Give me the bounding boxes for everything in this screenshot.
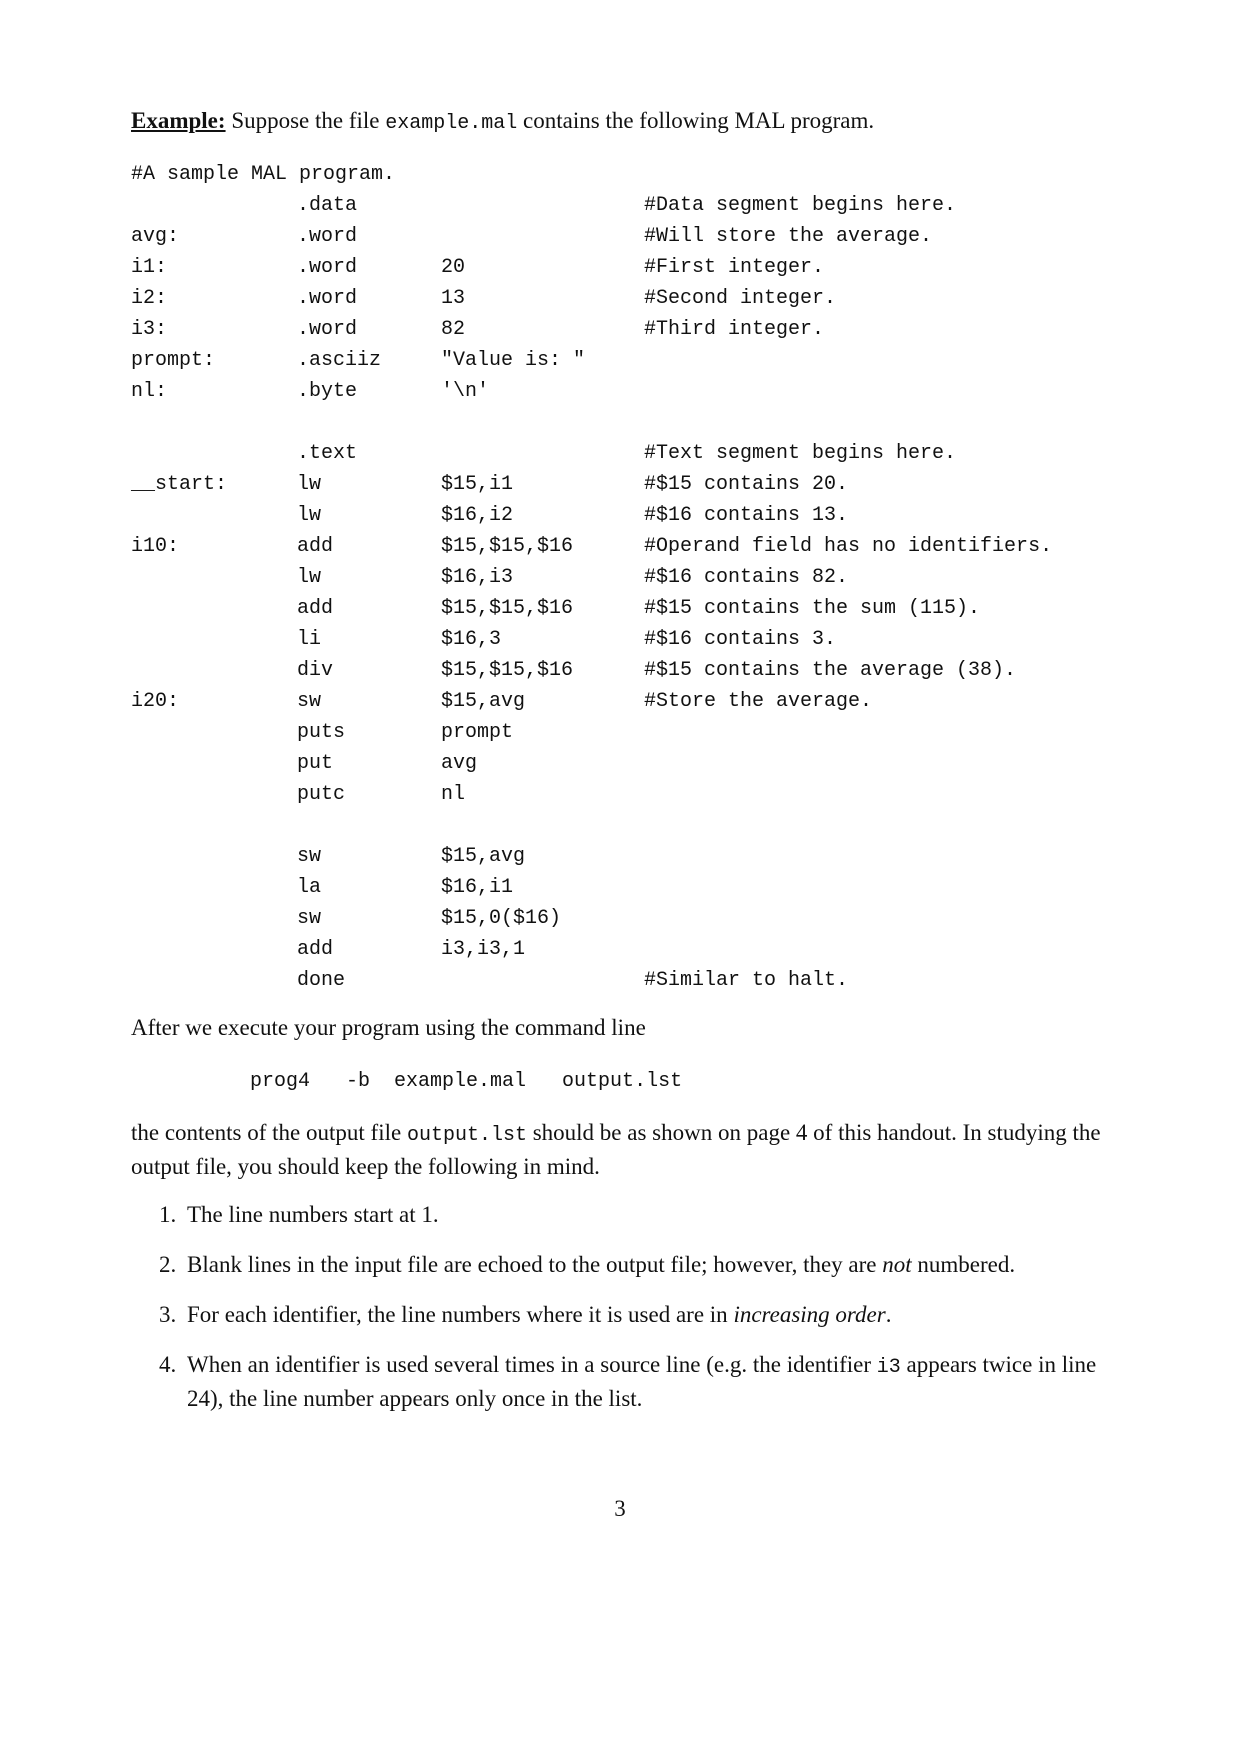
list-text-after: appears twice in line 24), the line number appears only once in the list. bbox=[187, 1352, 1097, 1411]
code-line bbox=[131, 500, 1111, 531]
code-operand: 20 bbox=[441, 256, 466, 279]
code-line bbox=[131, 686, 1111, 717]
code-listing bbox=[131, 160, 1111, 996]
code-op: .word bbox=[297, 256, 358, 279]
list-item bbox=[159, 1349, 1129, 1414]
code-line bbox=[131, 841, 1111, 872]
list-number: 3. bbox=[159, 1302, 177, 1327]
code-line bbox=[131, 655, 1111, 686]
code-line bbox=[131, 376, 1111, 407]
code-op: la bbox=[297, 876, 322, 899]
code-line bbox=[131, 438, 1111, 469]
code-label: __start: bbox=[131, 473, 228, 496]
code-rows bbox=[131, 190, 1111, 996]
code-line bbox=[131, 624, 1111, 655]
paragraph-command-intro: After we execute your program using the command line bbox=[131, 1015, 646, 1040]
code-op: put bbox=[297, 752, 334, 775]
list-item bbox=[159, 1299, 1129, 1330]
code-comment: #$16 contains 3. bbox=[644, 628, 837, 651]
paragraph-output-file bbox=[131, 1117, 1131, 1182]
list-code: i3 bbox=[876, 1356, 901, 1379]
code-op: sw bbox=[297, 690, 322, 713]
code-comment: #First integer. bbox=[644, 256, 825, 279]
list-number: 4. bbox=[159, 1352, 177, 1377]
code-operand: $15,i1 bbox=[441, 473, 514, 496]
code-operand: "Value is: " bbox=[441, 349, 586, 372]
code-line bbox=[131, 934, 1111, 965]
code-op: li bbox=[297, 628, 322, 651]
heading-text-after: contains the following MAL program. bbox=[517, 108, 875, 133]
list-text-after: numbered. bbox=[911, 1252, 1016, 1277]
code-op: .word bbox=[297, 287, 358, 310]
code-line bbox=[131, 779, 1111, 810]
code-operand: i3,i3,1 bbox=[441, 938, 526, 961]
code-line bbox=[131, 717, 1111, 748]
page-number: 3 bbox=[614, 1496, 626, 1521]
list-item bbox=[159, 1249, 1129, 1280]
code-comment: #$16 contains 82. bbox=[644, 566, 849, 589]
example-heading bbox=[131, 108, 1131, 135]
code-operand: $15,avg bbox=[441, 690, 526, 713]
code-op: .byte bbox=[297, 380, 358, 403]
list-text-before: When an identifier is used several times in a source line (e.g. the identifier bbox=[187, 1352, 877, 1377]
code-operand: 13 bbox=[441, 287, 466, 310]
code-operand: nl bbox=[441, 783, 466, 806]
code-operand: $16,i2 bbox=[441, 504, 514, 527]
code-comment: #Similar to halt. bbox=[644, 969, 849, 992]
code-line bbox=[131, 283, 1111, 314]
code-line bbox=[131, 531, 1111, 562]
code-comment: #Store the average. bbox=[644, 690, 873, 713]
code-comment: #Text segment begins here. bbox=[644, 442, 957, 465]
code-operand: $15,$15,$16 bbox=[441, 659, 574, 682]
code-operand: $15,$15,$16 bbox=[441, 535, 574, 558]
code-op: puts bbox=[297, 721, 346, 744]
code-label: prompt: bbox=[131, 349, 216, 372]
code-op: add bbox=[297, 938, 334, 961]
code-op: lw bbox=[297, 504, 322, 527]
code-operand: avg bbox=[441, 752, 478, 775]
code-line bbox=[131, 252, 1111, 283]
list-emphasis: not bbox=[882, 1252, 912, 1277]
code-blank-line bbox=[131, 810, 1111, 841]
code-label: i1: bbox=[131, 256, 168, 279]
code-operand: 82 bbox=[441, 318, 466, 341]
code-line bbox=[131, 314, 1111, 345]
heading-text-before: Suppose the file bbox=[225, 108, 386, 133]
code-operand: $16,i3 bbox=[441, 566, 514, 589]
code-comment: #Operand field has no identifiers. bbox=[644, 535, 1053, 558]
code-line bbox=[131, 469, 1111, 500]
list-item bbox=[159, 1199, 1129, 1230]
list-number: 2. bbox=[159, 1252, 177, 1277]
code-operand: $15,$15,$16 bbox=[441, 597, 574, 620]
code-op: done bbox=[297, 969, 346, 992]
code-line bbox=[131, 872, 1111, 903]
heading-filename: example.mal bbox=[385, 112, 518, 135]
code-line bbox=[131, 562, 1111, 593]
code-line bbox=[131, 345, 1111, 376]
code-title: #A sample MAL program. bbox=[131, 163, 396, 186]
code-comment: #$15 contains the sum (115). bbox=[644, 597, 981, 620]
code-comment: #Second integer. bbox=[644, 287, 837, 310]
code-op: .word bbox=[297, 225, 358, 248]
code-operand: $16,3 bbox=[441, 628, 502, 651]
code-comment: #$15 contains the average (38). bbox=[644, 659, 1017, 682]
code-line bbox=[131, 903, 1111, 934]
code-operand: prompt bbox=[441, 721, 514, 744]
code-operand: $15,avg bbox=[441, 845, 526, 868]
code-op: sw bbox=[297, 845, 322, 868]
code-op: lw bbox=[297, 473, 322, 496]
code-comment: #$15 contains 20. bbox=[644, 473, 849, 496]
example-label: Example: bbox=[131, 108, 226, 133]
code-op: lw bbox=[297, 566, 322, 589]
list-emphasis: increasing order bbox=[733, 1302, 886, 1327]
code-label: nl: bbox=[131, 380, 168, 403]
code-label: i2: bbox=[131, 287, 168, 310]
code-comment: #$16 contains 13. bbox=[644, 504, 849, 527]
code-label: avg: bbox=[131, 225, 180, 248]
list-text-before: Blank lines in the input file are echoed to the output file; however, they are bbox=[187, 1252, 883, 1277]
code-op: .word bbox=[297, 318, 358, 341]
code-op: .asciiz bbox=[297, 349, 382, 372]
code-op: putc bbox=[297, 783, 346, 806]
code-operand: '\n' bbox=[441, 380, 490, 403]
para2-before: the contents of the output file bbox=[131, 1120, 407, 1145]
code-op: add bbox=[297, 535, 334, 558]
code-operand: $15,0($16) bbox=[441, 907, 562, 930]
code-operand: $16,i1 bbox=[441, 876, 514, 899]
code-label: i10: bbox=[131, 535, 180, 558]
para2-after: should be as shown on page 4 of this handout. In studying the output file, you should keep the following in mind. bbox=[131, 1120, 1101, 1179]
list-text-before: For each identifier, the line numbers where it is used are in bbox=[187, 1302, 734, 1327]
list-text: The line numbers start at 1. bbox=[187, 1202, 439, 1227]
code-comment: #Will store the average. bbox=[644, 225, 933, 248]
code-line bbox=[131, 593, 1111, 624]
code-op: div bbox=[297, 659, 334, 682]
para2-filename: output.lst bbox=[406, 1124, 527, 1147]
code-op: .text bbox=[297, 442, 358, 465]
code-line bbox=[131, 190, 1111, 221]
code-comment: #Data segment begins here. bbox=[644, 194, 957, 217]
code-line bbox=[131, 965, 1111, 996]
code-comment: #Third integer. bbox=[644, 318, 825, 341]
command-line: prog4 -b example.mal output.lst bbox=[250, 1070, 683, 1093]
code-line bbox=[131, 748, 1111, 779]
code-line bbox=[131, 221, 1111, 252]
list-number: 1. bbox=[159, 1202, 177, 1227]
code-op: sw bbox=[297, 907, 322, 930]
list-text-after: . bbox=[885, 1302, 892, 1327]
code-label: i3: bbox=[131, 318, 168, 341]
code-op: add bbox=[297, 597, 334, 620]
code-blank-line bbox=[131, 407, 1111, 438]
code-op: .data bbox=[297, 194, 358, 217]
notes-list bbox=[159, 1199, 1129, 1433]
code-label: i20: bbox=[131, 690, 180, 713]
